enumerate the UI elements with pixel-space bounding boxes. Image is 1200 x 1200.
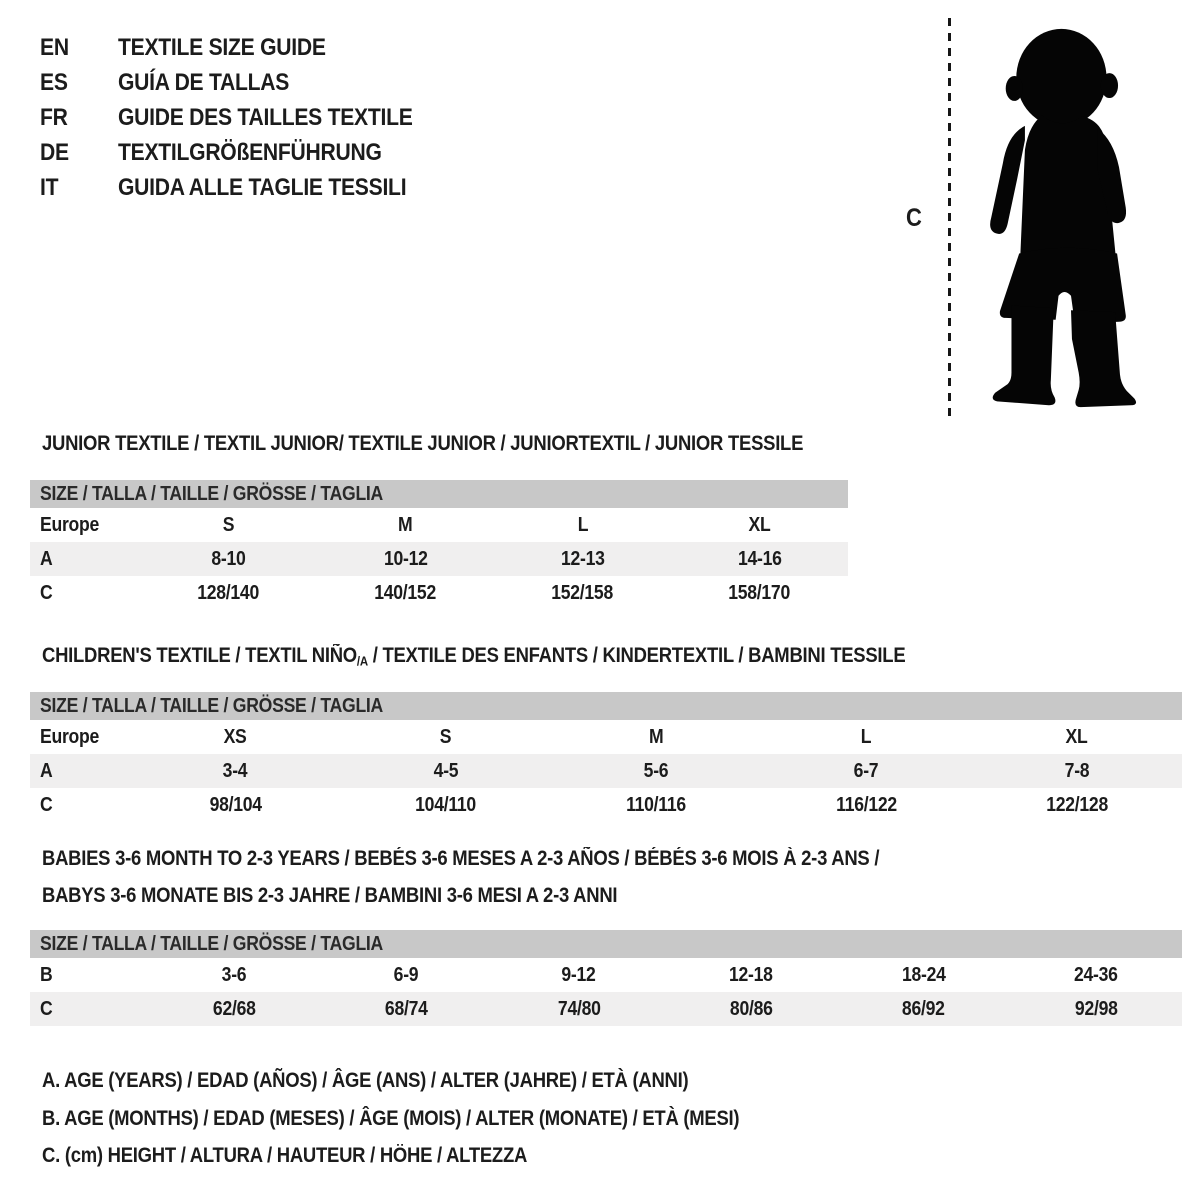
junior-size-table [30, 480, 848, 610]
table-cell: 122/128 [1045, 794, 1108, 816]
table-row [30, 720, 1182, 754]
language-row [40, 135, 453, 170]
table-cell: M [398, 514, 413, 536]
table-cell: 12-13 [560, 548, 605, 570]
table-cell: L [861, 726, 872, 748]
table-cell: S [222, 514, 235, 536]
table-row [30, 542, 848, 576]
row-label: C [40, 582, 53, 604]
language-code: ES [40, 69, 68, 96]
table-cell: 116/122 [836, 794, 897, 816]
legend-line: B. AGE (MONTHS) / EDAD (MESES) / ÂGE (MOIS) / ALTER (MONATE) / ETÀ (MESI) [42, 1106, 740, 1130]
table-cell: 6-7 [854, 760, 879, 782]
language-row [40, 170, 453, 205]
table-row [30, 992, 1182, 1026]
language-row [40, 30, 453, 65]
toddler-silhouette-icon [975, 20, 1143, 418]
table-cell: 3-4 [222, 760, 248, 782]
language-title: GUÍA DE TALLAS [118, 69, 290, 96]
table-cell: XS [223, 726, 247, 748]
table-row [30, 576, 848, 610]
table-cell: L [577, 514, 588, 536]
legend [42, 1062, 1182, 1175]
legend-line: A. AGE (YEARS) / EDAD (AÑOS) / ÂGE (ANS) / ALTER (JAHRE) / ETÀ (ANNI) [42, 1069, 689, 1092]
size-table-header-bar: SIZE / TALLA / TAILLE / GRÖSSE / TAGLIA [30, 480, 848, 508]
table-cell: 5-6 [643, 760, 669, 782]
table-cell: 9-12 [561, 964, 596, 986]
table-cell: 18-24 [901, 964, 946, 986]
babies-size-table [30, 930, 1182, 1026]
table-row [30, 508, 848, 542]
language-code: EN [40, 34, 69, 61]
table-cell: 74/80 [557, 998, 601, 1020]
table-cell: 14-16 [737, 548, 782, 570]
table-cell: 158/170 [728, 582, 791, 604]
table-cell: 24-36 [1073, 964, 1118, 986]
table-cell: XL [748, 514, 771, 536]
language-title: TEXTILE SIZE GUIDE [118, 34, 326, 61]
children-size-table [30, 692, 1182, 822]
size-table-header-bar: SIZE / TALLA / TAILLE / GRÖSSE / TAGLIA [30, 930, 1182, 958]
row-label: Europe [40, 726, 100, 748]
height-dashed-line [948, 18, 951, 416]
language-title: TEXTILGRÖßENFÜHRUNG [118, 139, 382, 166]
table-cell: 10-12 [383, 548, 428, 570]
table-cell: 68/74 [385, 998, 428, 1020]
legend-line: C. (cm) HEIGHT / ALTURA / HAUTEUR / HÖHE / ALTEZZA [42, 1144, 528, 1167]
table-cell: 3-6 [221, 964, 247, 986]
height-dimension-label: C [906, 204, 922, 232]
table-cell: 92/98 [1074, 998, 1118, 1020]
size-table-header-bar: SIZE / TALLA / TAILLE / GRÖSSE / TAGLIA [30, 692, 1182, 720]
babies-title-line-2: BABYS 3-6 MONATE BIS 2-3 JAHRE / BAMBINI 3-6 MESI A 2-3 ANNI [42, 884, 618, 907]
language-title: GUIDE DES TAILLES TEXTILE [118, 104, 413, 131]
row-label: A [40, 548, 53, 570]
language-code: DE [40, 139, 69, 166]
table-cell: 4-5 [433, 760, 458, 782]
language-code: FR [40, 104, 68, 131]
babies-title-line-1: BABIES 3-6 MONTH TO 2-3 YEARS / BEBÉS 3-6 MESES A 2-3 AÑOS / BÉBÉS 3-6 MOIS À 2-3 ANS / [42, 847, 880, 870]
table-cell: 98/104 [209, 794, 262, 816]
table-cell: 7-8 [1064, 760, 1090, 782]
size-guide-content [30, 430, 1182, 1175]
table-cell: 110/116 [626, 794, 686, 816]
table-cell: 152/158 [551, 582, 614, 604]
row-label: C [40, 998, 53, 1020]
children-section-title: CHILDREN'S TEXTILE / TEXTIL NIÑO/A / TEXTILE DES ENFANTS / KINDERTEXTIL / BAMBINI TESSILE [42, 644, 906, 669]
table-cell: 80/86 [729, 998, 773, 1020]
babies-section-title [42, 840, 1182, 914]
table-cell: 86/92 [902, 998, 945, 1020]
row-label: A [40, 760, 53, 782]
language-row [40, 65, 453, 100]
table-cell: 12-18 [729, 964, 773, 986]
row-label: B [40, 964, 53, 986]
row-label: C [40, 794, 53, 816]
table-cell: 128/140 [197, 582, 260, 604]
language-list [40, 30, 453, 205]
junior-section-title: JUNIOR TEXTILE / TEXTIL JUNIOR/ TEXTILE JUNIOR / JUNIORTEXTIL / JUNIOR TESSILE [42, 432, 804, 455]
table-cell: 62/68 [212, 998, 256, 1020]
table-cell: 8-10 [211, 548, 246, 570]
table-cell: 140/152 [374, 582, 437, 604]
table-cell: 104/110 [415, 794, 477, 816]
row-label: Europe [40, 514, 100, 536]
table-cell: S [439, 726, 452, 748]
table-cell: M [648, 726, 664, 748]
table-cell: XL [1065, 726, 1088, 748]
table-row [30, 788, 1182, 822]
language-title: GUIDA ALLE TAGLIE TESSILI [118, 174, 407, 201]
language-code: IT [40, 174, 59, 201]
language-row [40, 100, 453, 135]
table-cell: 6-9 [394, 964, 419, 986]
table-row [30, 958, 1182, 992]
table-row [30, 754, 1182, 788]
